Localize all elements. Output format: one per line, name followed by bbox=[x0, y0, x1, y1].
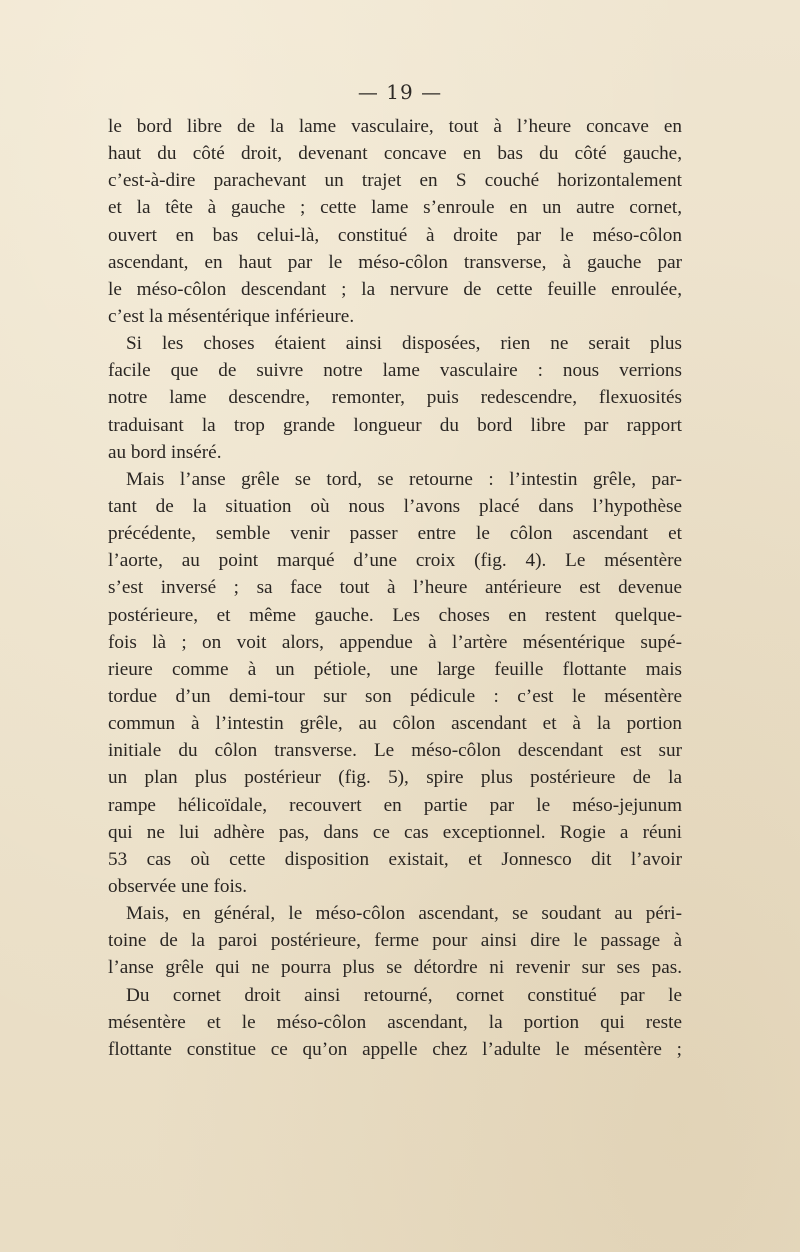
page-number: — 19 — bbox=[357, 80, 443, 104]
text-line: tant de la situation où nous l’avons placé dans l’hypothèse bbox=[108, 495, 682, 517]
text-line: précédente, semble venir passer entre le côlon ascendant et bbox=[108, 523, 682, 545]
text-line: rampe hélicoïdale, recouvert en partie par le méso-jejunum bbox=[108, 794, 682, 816]
text-line: qui ne lui adhère pas, dans ce cas exceptionnel. Rogie a réuni bbox=[108, 821, 682, 843]
text-line: c’est la mésentérique inférieure. bbox=[108, 305, 355, 327]
text-line: ascendant, en haut par le méso-côlon transverse, à gauche par bbox=[108, 251, 682, 273]
text-line: Du cornet droit ainsi retourné, cornet constitué par le bbox=[126, 984, 682, 1006]
text-line: ouvert en bas celui-là, constitué à droite par le méso-côlon bbox=[108, 224, 682, 246]
text-line: au bord inséré. bbox=[108, 441, 222, 463]
text-line: le méso-côlon descendant ; la nervure de cette feuille enroulée, bbox=[108, 278, 682, 300]
text-line: mésentère et le méso-côlon ascendant, la portion qui reste bbox=[108, 1011, 682, 1033]
text-line: notre lame descendre, remonter, puis redescendre, flexuosités bbox=[108, 387, 682, 409]
text-line: 53 cas où cette disposition existait, et Jonnesco dit l’avoir bbox=[108, 848, 682, 870]
text-line: l’anse grêle qui ne pourra plus se détordre ni revenir sur ses pas. bbox=[108, 957, 682, 979]
text-line: c’est-à-dire parachevant un trajet en S couché horizontalement bbox=[108, 170, 682, 192]
text-line: Mais, en général, le méso-côlon ascendant, se soudant au péri- bbox=[126, 903, 682, 925]
text-line: tordue d’un demi-tour sur son pédicule : c’est le mésentère bbox=[108, 685, 682, 707]
text-line: s’est inversé ; sa face tout à l’heure antérieure est devenue bbox=[108, 577, 682, 599]
text-line: commun à l’intestin grêle, au côlon ascendant et à la portion bbox=[108, 713, 682, 735]
text-line: rieure comme à un pétiole, une large feuille flottante mais bbox=[108, 658, 682, 680]
text-line: initiale du côlon transverse. Le méso-côlon descendant est sur bbox=[108, 740, 682, 762]
text-line: l’aorte, au point marqué d’une croix (fig. 4). Le mésentère bbox=[108, 550, 682, 572]
text-line: toine de la paroi postérieure, ferme pour ainsi dire le passage à bbox=[108, 930, 682, 952]
text-line: le bord libre de la lame vasculaire, tout à l’heure concave en bbox=[108, 116, 682, 137]
text-line: observée une fois. bbox=[108, 875, 248, 897]
text-line: traduisant la trop grande longueur du bord libre par rapport bbox=[108, 414, 682, 436]
text-line: facile que de suivre notre lame vasculaire : nous verrions bbox=[108, 360, 682, 382]
text-line: et la tête à gauche ; cette lame s’enroule en un autre cornet, bbox=[108, 197, 682, 219]
text-line: haut du côté droit, devenant concave en bas du côté gauche, bbox=[108, 143, 682, 165]
text-line: postérieure, et même gauche. Les choses en restent quelque- bbox=[108, 604, 682, 626]
text-line: flottante constitue ce qu’on appelle chez l’adulte le mésentère ; bbox=[108, 1038, 682, 1060]
text-line: Si les choses étaient ainsi disposées, rien ne serait plus bbox=[126, 333, 682, 355]
text-line: un plan plus postérieur (fig. 5), spire plus postérieure de la bbox=[108, 767, 682, 789]
text-line: fois là ; on voit alors, appendue à l’artère mésentérique supé- bbox=[108, 631, 682, 653]
body-text bbox=[108, 113, 682, 1063]
text-line: Mais l’anse grêle se tord, se retourne : l’intestin grêle, par- bbox=[126, 468, 682, 490]
